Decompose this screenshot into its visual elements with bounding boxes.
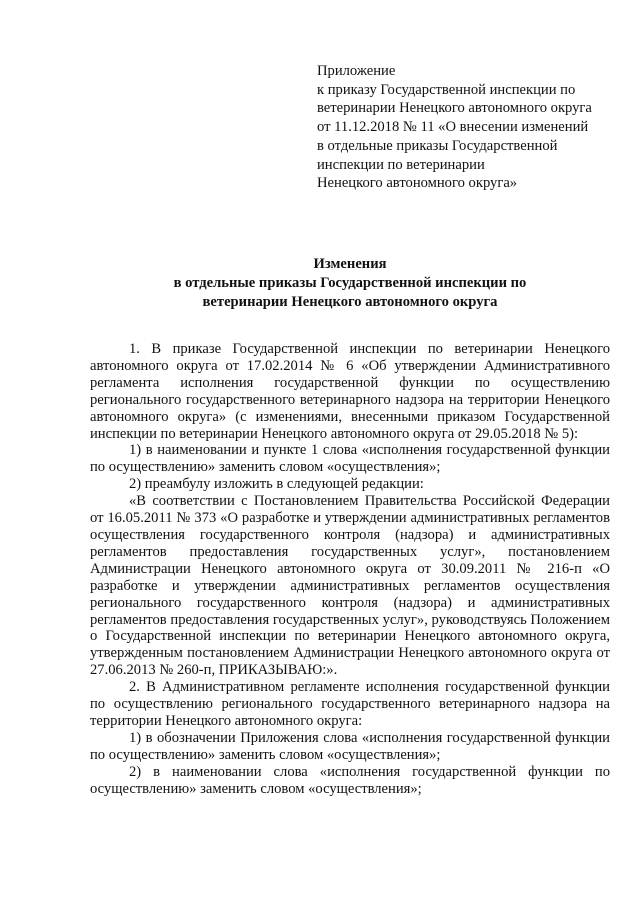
appendix-line: Ненецкого автономного округа»	[317, 175, 518, 192]
appendix-block	[317, 62, 617, 193]
appendix-line: от 11.12.2018 № 11 «О внесении изменений	[317, 119, 589, 136]
paragraph: 1. В приказе Государственной инспекции по ветеринарии Ненецкого автономного округа от 17.02.2014 № 6 «Об утверждении Административного регламента исполнения государственной функции по осуществлению регионального государственного ветеринарного надзора на территории Ненецкого автономного округа» (с изменениями, внесенными приказом Государственной инспекции по ветеринарии Ненецкого автономного округа от 29.05.2018 № 5):	[90, 341, 610, 442]
paragraph: «В соответствии с Постановлением Правительства Российской Федерации от 16.05.2011 № 373 «О разработке и утверждении административных регламентов осуществления государственного контроля (надзора) и административных регламентов предоставления государственных услуг», постановлением Администрации Ненецкого автономного округа от 30.09.2011 № 216-п «О разработке и утверждении административных регламентов осуществления регионального государственного контроля (надзора) и административных регламентов предоставления государственных услуг», руководствуясь Положением о Государственной инспекции по ветеринарии Ненецкого автономного округа, утвержденным постановлением Администрации Ненецкого автономного округа от 27.06.2013 № 260-п, ПРИКАЗЫВАЮ:».	[90, 493, 610, 679]
appendix-line: в отдельные приказы Государственной	[317, 137, 558, 154]
appendix-line: к приказу Государственной инспекции по	[317, 81, 576, 98]
document-body	[90, 341, 610, 797]
appendix-line: Приложение	[317, 63, 396, 79]
paragraph: 2. В Административном регламенте исполнения государственной функции по осуществлению регионального государственного ветеринарного надзора на территории Ненецкого автономного округа:	[90, 679, 610, 729]
paragraph: 1) в наименовании и пункте 1 слова «исполнения государственной функции по осуществлению» заменить словом «осуществления»;	[90, 442, 610, 476]
title-line: ветеринарии Ненецкого автономного округа	[202, 294, 498, 310]
title-line: Изменения	[313, 256, 387, 272]
document-title	[90, 255, 610, 312]
title-line: в отдельные приказы Государственной инспекции по	[173, 275, 527, 291]
paragraph: 2) преамбулу изложить в следующей редакции:	[129, 476, 424, 493]
appendix-line: ветеринарии Ненецкого автономного округа	[317, 100, 592, 117]
paragraph: 1) в обозначении Приложения слова «исполнения государственной функции по осуществлению» заменить словом «осуществления»;	[90, 729, 610, 763]
paragraph: 2) в наименовании слова «исполнения государственной функции по осуществлению» заменить словом «осуществления»;	[90, 763, 610, 797]
appendix-line: инспекции по ветеринарии	[317, 156, 485, 173]
